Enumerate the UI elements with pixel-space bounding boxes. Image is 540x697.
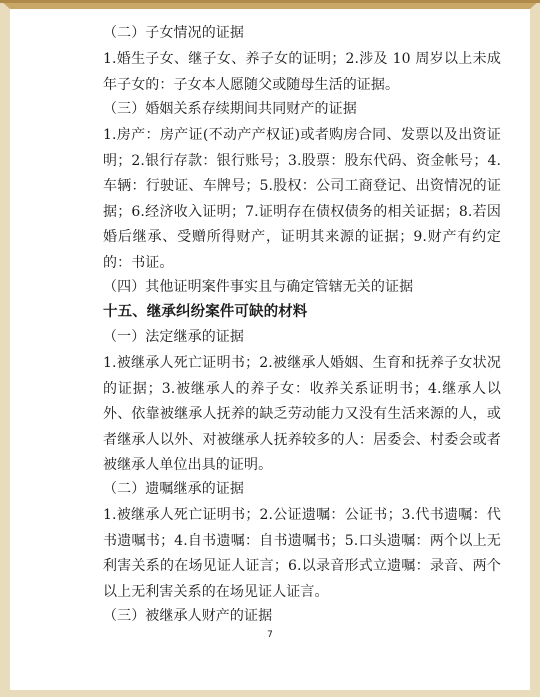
subheading-estate-evidence: （三）被继承人财产的证据 [103, 608, 273, 624]
subheading-common-property: （三）婚姻关系存续期间共同财产的证据 [103, 101, 357, 117]
subheading-testamentary-inheritance: （二）遗嘱继承的证据 [103, 481, 244, 497]
paragraph-children-evidence: 1.婚生子女、继子女、养子女的证明；2.涉及 10 周岁以上未成年子女的：子女本人愿随父或随母生活的证据。 [103, 51, 501, 93]
paragraph-legal-inheritance-evidence: 1.被继承人死亡证明书；2.被继承人婚姻、生育和抚养子女状况的证据；3.被继承人的养子女：收养关系证明书；4.继承人以外、依靠被继承人抚养的缺乏劳动能力又没有生活来源的人，或者继承人以外、对被继承人抚养较多的人：居委会、村委会或者被继承人单位出具的证明。 [103, 355, 501, 473]
page-number: 7 [267, 630, 273, 640]
subheading-legal-inheritance: （一）法定继承的证据 [103, 329, 244, 345]
page-content [103, 0, 501, 690]
subheading-children: （二）子女情况的证据 [103, 25, 244, 41]
paragraph-property-evidence: 1.房产：房产证(不动产产权证)或者购房合同、发票以及出资证明；2.银行存款：银行账号；3.股票：股东代码、资金帐号；4.车辆：行驶证、车牌号；5.股权：公司工商登记、出资情况的证据；6.经济收入证明；7.证明存在债权债务的相关证据；8.若因婚后继承、受赠所得财产，证明其来源的证据；9.财产有约定的：书证。 [103, 127, 501, 271]
paragraph-testamentary-inheritance-evidence: 1.被继承人死亡证明书；2.公证遗嘱：公证书；3.代书遗嘱：代书遗嘱书；4.自书遗嘱：自书遗嘱书；5.口头遗嘱：两个以上无利害关系的在场见证人证言；6.以录音形式立遗嘱：录音、两个以上无利害关系的在场见证人证言。 [103, 507, 501, 600]
subheading-other-evidence: （四）其他证明案件事实且与确定管辖无关的证据 [103, 279, 414, 295]
section-heading-inheritance: 十五、继承纠纷案件可缺的材料 [103, 304, 308, 320]
